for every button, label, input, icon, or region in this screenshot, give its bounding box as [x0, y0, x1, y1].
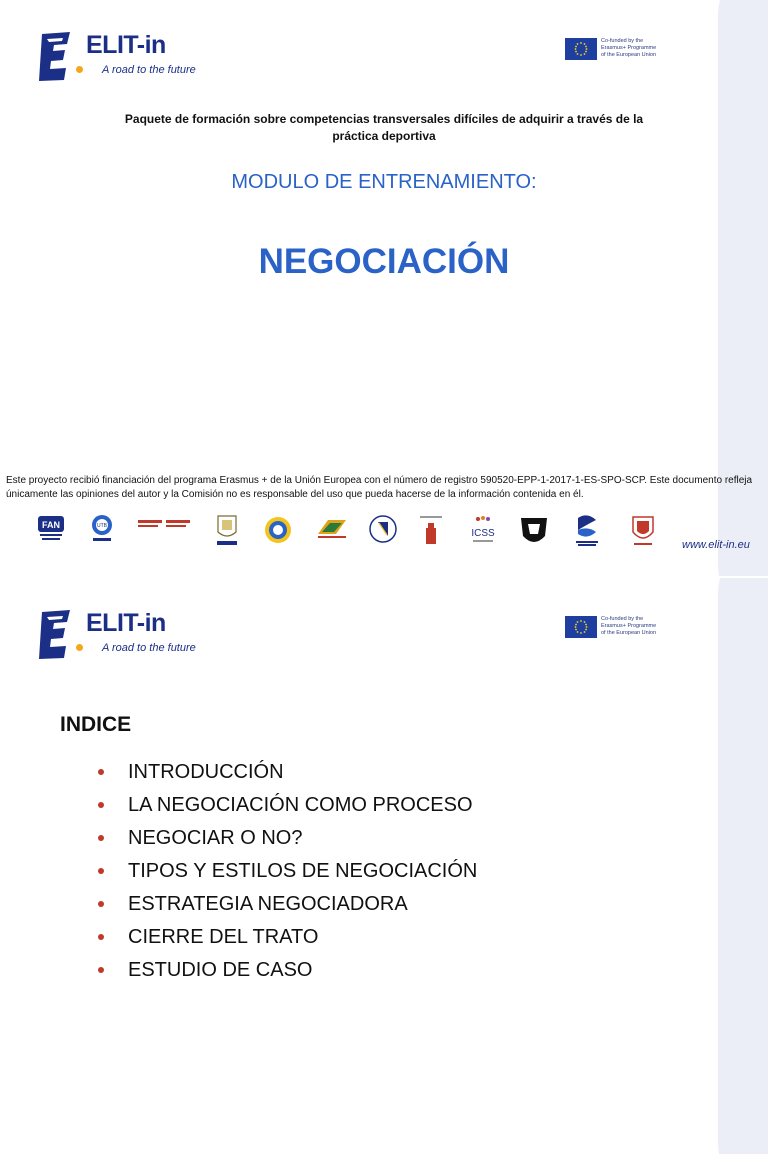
- index-item-label: LA NEGOCIACIÓN COMO PROCESO: [128, 794, 473, 816]
- brand-tagline: A road to the future: [102, 642, 196, 654]
- index-item-label: ESTUDIO DE CASO: [128, 959, 313, 981]
- bullet-icon: [98, 868, 104, 874]
- index-heading: INDICE: [60, 713, 132, 736]
- fan-logo: [36, 514, 66, 542]
- sport-for-citizenship-logo: [136, 514, 192, 534]
- index-item-label: TIPOS Y ESTILOS DE NEGOCIACIÓN: [128, 860, 478, 882]
- cover-subtitle: Paquete de formación sobre competencias transversales difíciles de adquirir a través de la práctica deportiva: [124, 112, 644, 143]
- eu-line-3: of the European Union: [601, 630, 657, 636]
- logo-dot: [76, 66, 83, 73]
- erasmus-cofunding-badge: [565, 38, 685, 62]
- sevilla-fc-logo: [628, 514, 658, 548]
- eu-line-3: of the European Union: [601, 52, 657, 58]
- index-slide: [0, 578, 768, 1154]
- eu-flag-icon: [565, 38, 597, 60]
- elit-in-logo: [36, 30, 206, 82]
- funding-disclaimer: Este proyecto recibió financiación del programa Erasmus + de la Unión Europea con el número de registro 590520-EPP-1-2017-1-ES-SPO-SCP. Este documento refleja únicamente las opiniones del autor y la Comisión no es responsable del uso que pueda hacerse de la información contenida en él.: [6, 475, 753, 500]
- elit-in-e-mark-icon: [36, 608, 76, 660]
- elit-in-logo: [36, 608, 206, 660]
- brand-name: ELIT-in: [86, 609, 166, 637]
- svg-text:ICSS: ICSS: [471, 528, 495, 539]
- website-url: www.elit-in.eu: [682, 539, 750, 551]
- side-panel-decoration: [718, 578, 768, 1154]
- brand-tagline: A road to the future: [102, 64, 196, 76]
- icss-logo: [468, 514, 498, 546]
- bullet-icon: [98, 835, 104, 841]
- round-crest-logo: [262, 514, 294, 546]
- csi-logo: [572, 514, 602, 548]
- svg-text:FAN: FAN: [42, 520, 60, 530]
- index-item-label: NEGOCIAR O NO?: [128, 827, 303, 849]
- elit-in-e-mark-icon: [36, 30, 76, 82]
- fpb-logo: [214, 514, 240, 548]
- bullet-icon: [98, 967, 104, 973]
- module-label: MODULO DE ENTRENAMIENTO:: [231, 171, 537, 193]
- cover-title: NEGOCIACIÓN: [258, 242, 510, 281]
- red-emblem-logo: [416, 514, 446, 548]
- bullet-icon: [98, 802, 104, 808]
- index-item-label: INTRODUCCIÓN: [128, 761, 284, 783]
- erasmus-cofunding-badge: [565, 616, 685, 640]
- eu-line-2: Erasmus+ Programme: [601, 45, 657, 51]
- shield-logo: [518, 514, 550, 548]
- bullet-icon: [98, 934, 104, 940]
- partner-logos-strip: [36, 514, 756, 554]
- eu-flag-icon: [565, 616, 597, 638]
- club-logo: [314, 514, 350, 542]
- logo-dot: [76, 644, 83, 651]
- index-item-label: CIERRE DEL TRATO: [128, 926, 319, 948]
- index-item-label: ESTRATEGIA NEGOCIADORA: [128, 893, 408, 915]
- bullet-icon: [98, 901, 104, 907]
- eu-line-2: Erasmus+ Programme: [601, 623, 657, 629]
- bullet-icon: [98, 769, 104, 775]
- eu-line-1: Co-funded by the: [601, 38, 644, 44]
- brand-name: ELIT-in: [86, 31, 166, 59]
- eu-line-1: Co-funded by the: [601, 616, 644, 622]
- utb-logo: [88, 514, 116, 544]
- svg-text:UTB: UTB: [97, 523, 107, 529]
- bosnia-oc-logo: [368, 514, 398, 544]
- cover-slide: [0, 0, 768, 576]
